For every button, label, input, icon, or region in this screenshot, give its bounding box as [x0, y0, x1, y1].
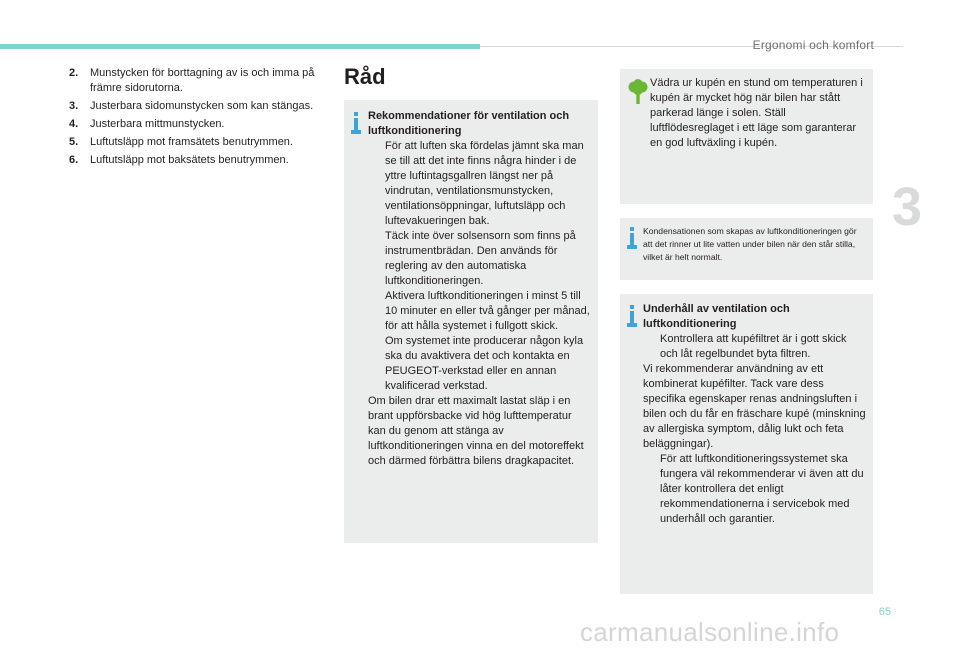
- advice-heading: Råd: [344, 64, 386, 89]
- list-number: 4.: [69, 118, 79, 130]
- list-item: [69, 117, 327, 132]
- bullet-item: [368, 229, 590, 289]
- page-number: 65: [878, 606, 891, 618]
- bullet-item: [643, 452, 867, 527]
- list-text: Justerbara sidomunstycken som kan stängas.: [90, 100, 314, 112]
- bullet-text: Om systemet inte producerar någon kyla ska du avaktivera det och kontakta en PEUGEOT-verkstad eller en annan kvalificerad verkstad.: [385, 335, 584, 392]
- bullet-text: För att luftkonditioneringssystemet ska fungera väl rekommenderar vi även att du låter kontrollera det enligt rekommendationerna i servicebok med underhåll och garantier.: [660, 453, 864, 525]
- list-item: [69, 99, 327, 114]
- section-title: Ergonomi och komfort: [752, 38, 874, 52]
- bullet-text: Aktivera luftkonditioneringen i minst 5 till 10 minuter en eller två gånger per månad, för att hålla systemet i fullgott skick.: [385, 290, 590, 332]
- eco-tree-icon: [628, 79, 648, 105]
- watermark: carmanualsonline.info: [580, 617, 840, 647]
- box-heading: Rekommendationer för ventilation och luftkonditionering: [368, 110, 570, 137]
- numbered-list: [69, 66, 327, 171]
- ventilation-recommendations-box: [344, 100, 598, 543]
- list-number: 2.: [69, 67, 79, 79]
- bullet-text: För att luften ska fördelas jämnt ska man se till att det inte finns några hinder i de yttre luftintagsgallren längst ner på vindrutan, ventilationsmunstycken, ventilationsöppningar, luftutsläpp och luftevakueringen bak.: [385, 140, 584, 227]
- list-item: [69, 153, 327, 168]
- list-item: [69, 135, 327, 150]
- bullet-item: [368, 334, 590, 394]
- checkbox-bullet-icon: [368, 139, 385, 229]
- info-icon: [627, 305, 637, 327]
- eco-tip-box: [620, 69, 873, 204]
- info-icon: [627, 227, 637, 249]
- info-icon: [351, 112, 361, 134]
- header-accent-bar: [0, 44, 480, 49]
- list-number: 3.: [69, 100, 79, 112]
- checkbox-bullet-icon: [368, 229, 385, 289]
- list-number: 5.: [69, 136, 79, 148]
- list-text: Justerbara mittmunstycken.: [90, 118, 225, 130]
- list-item: [69, 66, 327, 96]
- checkbox-bullet-icon: [643, 452, 660, 527]
- box-heading: Underhåll av ventilation och luftkonditionering: [643, 303, 790, 330]
- box-paragraph: Om bilen drar ett maximalt lastat släp i en brant uppförsbacke vid hög lufttemperatur kan du genom att stänga av luftkonditioneringen vinna en del motoreffekt och därmed förbättra bilens dragkapacitet.: [368, 395, 584, 467]
- bullet-text: Kontrollera att kupéfiltret är i gott skick och låt regelbundet byta filtren.: [660, 333, 847, 360]
- maintenance-box: [620, 294, 873, 594]
- bullet-item: [368, 139, 590, 229]
- box-paragraph: Vädra ur kupén en stund om temperaturen i kupén är mycket hög när bilen har stått parkerad länge i solen. Ställ luftflödesreglaget i ett läge som garanterar en god luftväxling i kupén.: [650, 77, 863, 149]
- checkbox-bullet-icon: [643, 332, 660, 362]
- chapter-number: 3: [892, 177, 923, 237]
- bullet-item: [643, 332, 867, 362]
- bullet-item: [368, 289, 590, 334]
- list-text: Luftutsläpp mot framsätets benutrymmen.: [90, 136, 293, 148]
- box-paragraph: Kondensationen som skapas av luftkonditioneringen gör att det rinner ut lite vatten under bilen när den står stilla, vilket är helt normalt.: [643, 226, 857, 262]
- box-paragraph: Vi rekommenderar användning av ett kombinerat kupéfilter. Tack vare dess specifika egenskaper renas andningsluften i bilen och du får en fräschare kupé (minskning av allergiska symptom, dålig lukt och feta beläggningar).: [643, 363, 866, 450]
- bullet-text: Täck inte över solsensorn som finns på instrumentbrädan. Den används för reglering av den automatiska luftkonditioneringen.: [385, 230, 576, 287]
- checkbox-bullet-icon: [368, 334, 385, 394]
- list-text: Munstycken för borttagning av is och imma på främre sidorutorna.: [90, 67, 315, 94]
- checkbox-bullet-icon: [368, 289, 385, 334]
- list-number: 6.: [69, 154, 79, 166]
- condensation-info-box: [620, 218, 873, 280]
- list-text: Luftutsläpp mot baksätets benutrymmen.: [90, 154, 289, 166]
